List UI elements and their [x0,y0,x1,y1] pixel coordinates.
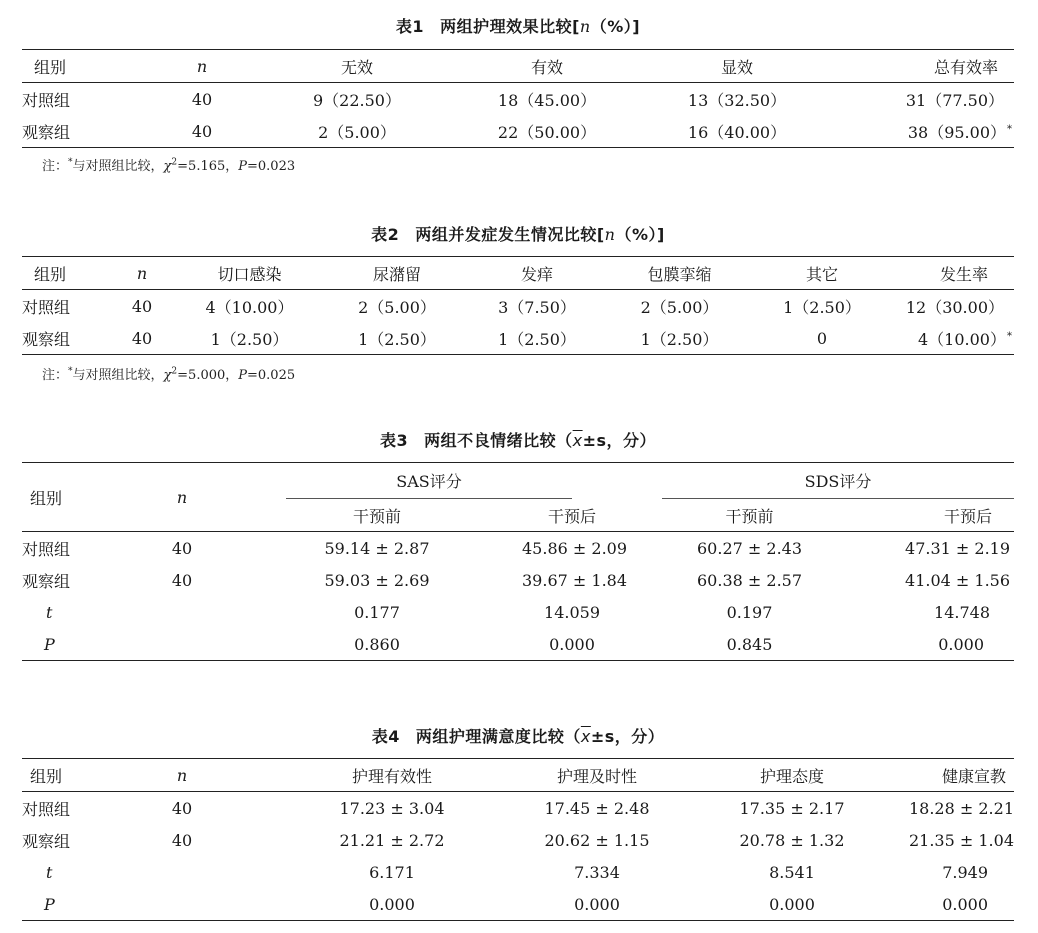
column-header: 护理态度 [672,759,872,792]
table-1-header-row [22,50,1014,83]
table-cell: 59.03 ± 2.69 [324,570,430,590]
table-cell: 2（5.00） [262,115,452,148]
table-cell: 41.04 ± 1.56 [905,570,1011,590]
table-cell: 17.45 ± 2.48 [544,798,650,818]
column-header: 发生率 [892,257,1014,290]
table-cell: t [46,602,53,622]
table-cell: 7.334 [574,862,620,882]
table-cell: 0.197 [726,602,773,622]
table-cell: 40 [112,322,172,355]
table-cell: 1（2.50） [467,322,607,355]
table-cell: 60.38 ± 2.57 [697,570,803,590]
table-cell: 14.059 [544,602,600,622]
table-cell: 0.177 [354,602,400,622]
column-header: 组别 [22,257,112,290]
table-cell: 2（5.00） [640,297,719,317]
table-row [22,290,1014,323]
column-header: 有效 [452,50,642,83]
column-header: 尿潴留 [327,257,467,290]
table-cell: P [22,888,132,921]
table-cell: 22（50.00） [452,115,642,148]
table-cell: 40 [142,115,262,148]
table-row [22,628,1014,661]
table-cell: 对照组 [22,539,71,559]
table-cell: 14.748 [934,602,991,622]
column-header: n [132,463,252,532]
column-header: 其它 [752,257,892,290]
column-header: 组别 [22,50,142,83]
table-1-title: 两组护理效果比较 [440,17,573,36]
table-cell: 40 [171,570,193,590]
table-cell: 1（2.50） [172,322,327,355]
table-cell: 40 [171,538,193,558]
table-cell: 0.000 [252,888,492,921]
table-cell: 7.949 [942,862,988,882]
table-cell: 21.21 ± 2.72 [339,830,445,850]
table-2-caption: 表2 两组并发症发生情况比较[n（%）] [371,225,665,244]
table-4-number: 表4 [371,727,400,746]
table-2-header-row [22,257,1014,290]
table-cell: 38（95.00）* [832,115,1014,148]
table-cell: 20.78 ± 1.32 [739,830,845,850]
table-cell [132,596,252,628]
column-header: 发痒 [467,257,607,290]
table-cell: 9（22.50） [313,90,401,110]
column-header: 组别 [22,759,132,792]
table-cell: 31（77.50） [905,90,1004,110]
table-1-number: 表1 [395,17,425,36]
table-row [22,888,1014,921]
table-cell: 16（40.00） [642,115,832,148]
table-4 [22,758,1014,921]
table-row [22,856,1014,888]
column-header: 干预前 [252,499,462,532]
table-cell: 45.86 ± 2.09 [522,538,628,558]
table-cell: 对照组 [22,799,71,819]
table-cell: 0.000 [672,888,872,921]
sas-group-header: SAS评分 [252,463,622,500]
table-cell: 60.27 ± 2.43 [697,538,803,558]
column-header: 干预前 [622,499,827,532]
column-header: 无效 [262,50,452,83]
table-cell: 2（5.00） [358,297,436,317]
table-cell: 21.35 ± 1.04 [908,830,1014,850]
table-cell: 40 [191,89,213,109]
table-cell: 1（2.50） [783,297,861,317]
sds-group-header: SDS评分 [622,463,1014,500]
table-4-title: 两组护理满意度比较（ [415,727,581,746]
table-cell: 0.845 [622,628,827,661]
table-cell: 0.000 [462,628,622,661]
table-cell: 观察组 [22,115,142,148]
table-2-note: 注：*与对照组比较，$\chi^2=5.000$，P=0.025 [42,366,296,383]
table-1-caption: 表1 两组护理效果比较[n（%）] [395,17,641,36]
table-cell: 0.000 [827,628,1014,661]
table-cell [132,888,252,921]
column-header: 护理及时性 [492,759,672,792]
table-4-header-row [22,759,1014,792]
column-header: n [112,257,172,290]
table-3-header-row-1 [22,463,1014,500]
table-cell: 18（45.00） [497,90,597,110]
table-cell: 17.35 ± 2.17 [739,798,845,818]
table-cell: 4（10.00） [205,297,294,317]
table-row [22,532,1014,565]
table-cell: 对照组 [22,297,71,317]
table-cell [132,628,252,661]
table-cell: 0.000 [492,888,672,921]
table-4-caption: 表4 两组护理满意度比较（$\overline{x}\pm s$，分） [371,727,665,746]
table-cell: 12（30.00） [905,297,1004,317]
table-1-note: 注：*与对照组比较，$\chi^2=5.165$，P=0.023 [42,157,296,174]
table-cell: 6.171 [369,862,415,882]
table-cell: 观察组 [22,322,112,355]
table-row [22,115,1014,148]
table-cell: 59.14 ± 2.87 [324,538,430,558]
significance-mark: * [1007,330,1012,342]
table-row [22,83,1014,116]
table-cell: 18.28 ± 2.21 [908,798,1014,818]
table-cell: 0.000 [872,888,1014,921]
table-cell: 8.541 [769,862,815,882]
table-cell: 39.67 ± 1.84 [522,570,628,590]
table-cell: t [46,862,53,882]
table-3-number: 表3 [379,431,409,450]
table-cell: 20.62 ± 1.15 [544,830,650,850]
table-3 [22,462,1014,661]
table-cell: 17.23 ± 3.04 [339,798,445,818]
column-header: 健康宣教 [872,759,1014,792]
column-header: 包膜挛缩 [607,257,752,290]
table-1 [22,49,1014,148]
table-cell: 1（2.50） [607,322,752,355]
column-header: 显效 [642,50,832,83]
table-cell: 47.31 ± 2.19 [905,538,1011,558]
table-row [22,792,1014,825]
table-cell [132,856,252,888]
table-3-title: 两组不良情绪比较（ [424,431,573,450]
table-2 [22,256,1014,355]
table-cell: 观察组 [22,831,71,851]
column-header: 组别 [22,463,132,532]
table-cell: 40 [171,798,193,818]
column-header: 干预后 [462,499,622,532]
table-cell: 0.860 [252,628,462,661]
table-row [22,824,1014,856]
table-cell: P [22,628,132,661]
column-header: n [142,50,262,83]
table-3-caption: 表3 两组不良情绪比较（$\overline{x}\pm s$，分） [379,431,657,450]
table-cell: 40 [171,830,193,850]
column-header: 切口感染 [172,257,327,290]
column-header: 干预后 [827,499,1014,532]
column-header: n [132,759,252,792]
table-cell: 4（10.00）* [892,322,1014,355]
table-row [22,596,1014,628]
table-cell: 观察组 [22,571,71,591]
column-header: 护理有效性 [252,759,492,792]
column-header: 总有效率 [832,50,1014,83]
table-2-number: 表2 [371,225,400,244]
table-cell: 0 [752,322,892,355]
table-cell: 对照组 [22,90,71,110]
table-cell: 3（7.50） [498,297,576,317]
table-cell: 40 [131,296,153,316]
table-row [22,322,1014,355]
table-2-title: 两组并发症发生情况比较 [415,225,597,244]
table-row [22,564,1014,596]
table-cell: 1（2.50） [327,322,467,355]
significance-mark: * [1007,123,1012,135]
table-cell: 13（32.50） [687,90,787,110]
